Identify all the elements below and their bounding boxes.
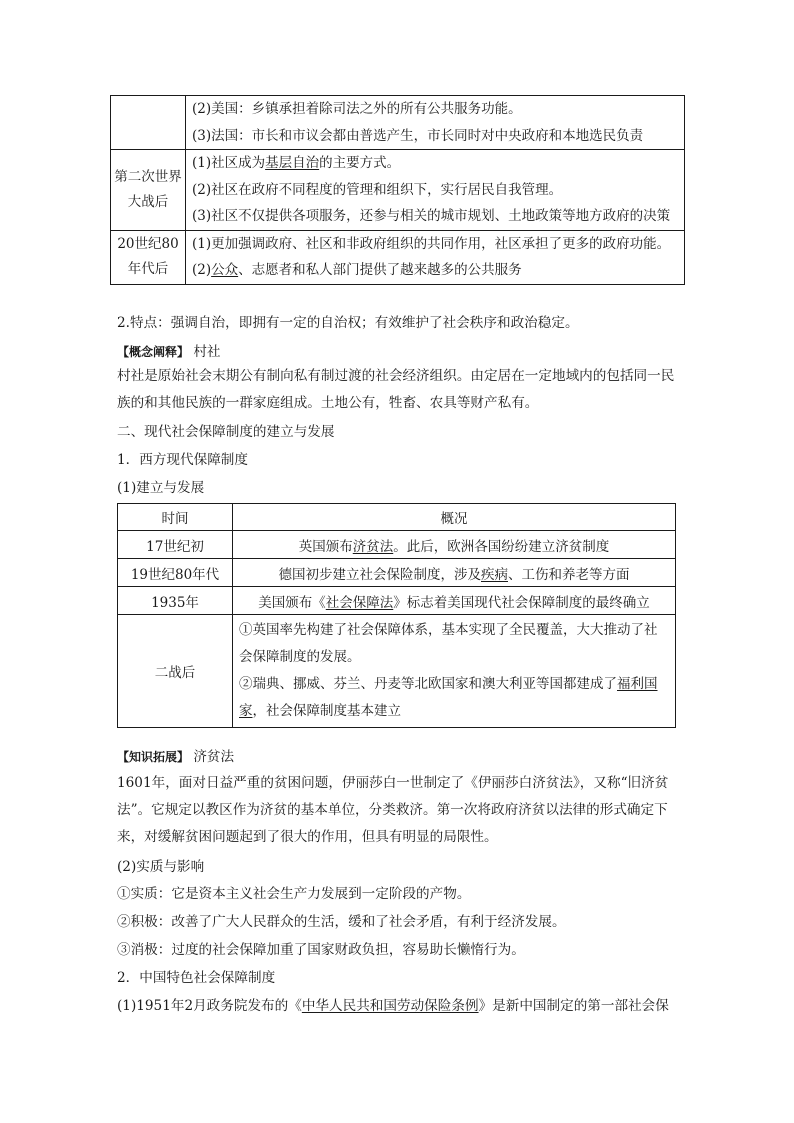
list-item: ②积极：改善了广大人民群众的生活，缓和了社会矛盾，有利于经济发展。 <box>117 914 566 930</box>
concept-tag: 【概念阐释】 <box>117 345 190 359</box>
underlined-term: 公众 <box>211 262 239 278</box>
table-row <box>118 615 676 728</box>
knowledge-tag: 【知识拓展】 <box>117 750 190 764</box>
overview-cell: 德国初步建立社会保险制度，涉及疾病、工伤和养老等方面 <box>233 559 676 587</box>
body-line: (1)1951年2月政务院发布的《中华人民共和国劳动保险条例》是新中国制定的第一部社会保 <box>117 998 669 1014</box>
content-line: (1)社区成为基层自治的主要方式。 <box>192 155 401 171</box>
column-header: 概况 <box>233 504 676 531</box>
underlined-term: 社会保障法 <box>325 594 394 611</box>
underlined-term: 基层自治 <box>265 155 320 171</box>
time-cell: 17世纪初 <box>118 531 233 559</box>
table-row <box>111 230 685 284</box>
content-line: (3)法国：市长和市议会都由普选产生，市长同时对中央政府和本地选民负责 <box>192 127 644 144</box>
underlined-term: 济贫法 <box>352 538 394 555</box>
community-history-table <box>110 95 685 285</box>
concept-heading <box>117 341 682 363</box>
table-row <box>118 531 676 559</box>
subsection-heading: 1．西方现代保障制度 <box>117 452 248 468</box>
social-security-table <box>117 503 676 728</box>
content-line: (1)更加强调政府、社区和非政府组织的共同作用，社区承担了更多的政府功能。 <box>192 235 671 252</box>
knowledge-title: 济贫法 <box>193 749 235 765</box>
overview-point: ②瑞典、挪威、芬兰、丹麦等北欧国家和澳大利亚等国都建成了福利国家，社会保障制度基本建立 <box>239 676 658 719</box>
subsection-heading: (2)实质与影响 <box>117 859 205 875</box>
time-cell: 1935年 <box>118 587 233 615</box>
overview-cell <box>233 615 676 728</box>
overview-point: ①英国率先构建了社会保障体系，基本实现了全民覆盖，大大推动了社会保障制度的发展。 <box>239 622 658 665</box>
column-header: 时间 <box>118 504 233 531</box>
table-header-row <box>118 504 676 531</box>
content-cell <box>186 150 685 231</box>
content-line: (2)美国：乡镇承担着除司法之外的所有公共服务功能。 <box>192 101 522 117</box>
feature-text: 2.特点：强调自治，即拥有一定的自治权；有效维护了社会秩序和政治稳定。 <box>117 315 579 331</box>
underlined-term: 疾病 <box>481 566 508 583</box>
content-cell <box>186 230 685 284</box>
list-item: ③消极：过度的社会保障加重了国家财政负担，容易助长懒惰行为。 <box>117 942 525 958</box>
knowledge-body: 1601年，面对日益严重的贫困问题，伊丽莎白一世制定了《伊丽莎白济贫法》，又称“旧济贫法”。它规定以教区作为济贫的基本单位，分类救济。第一次将政府济贫以法律的形式确定下来，对缓解贫困问题起到了很大的作用，但具有明显的局限性。 <box>117 775 669 845</box>
knowledge-heading <box>117 746 682 768</box>
list-item: ①实质：它是资本主义社会生产力发展到一定阶段的产物。 <box>117 886 471 902</box>
underlined-term: 福利国家 <box>239 676 658 719</box>
table-row <box>118 559 676 587</box>
time-cell: 二战后 <box>118 615 233 728</box>
concept-title: 村社 <box>193 344 221 360</box>
underlined-term: 中华人民共和国劳动保险条例 <box>301 998 479 1014</box>
table-row <box>111 96 685 150</box>
section-heading: 二、现代社会保障制度的建立与发展 <box>117 424 335 440</box>
subsection-heading: (1)建立与发展 <box>117 480 205 496</box>
period-cell: 20世纪80年代后 <box>111 230 186 284</box>
overview-cell: 美国颁布《社会保障法》标志着美国现代社会保障制度的最终确立 <box>233 587 676 615</box>
subsection-heading: 2．中国特色社会保障制度 <box>117 970 276 986</box>
table-row <box>111 150 685 231</box>
content-line: (2)社区在政府不同程度的管理和组织下，实行居民自我管理。 <box>192 181 563 198</box>
period-cell: 第二次世界大战后 <box>111 150 186 231</box>
overview-cell: 英国颁布济贫法。此后，欧洲各国纷纷建立济贫制度 <box>233 531 676 559</box>
content-line: (2)公众、志愿者和私人部门提供了越来越多的公共服务 <box>192 262 522 278</box>
time-cell: 19世纪80年代 <box>118 559 233 587</box>
concept-body: 村社是原始社会末期公有制向私有制过渡的社会经济组织。由定居在一定地域内的包括同一民族的和其他民族的一群家庭组成。土地公有，牲畜、农具等财产私有。 <box>117 368 675 411</box>
period-cell <box>111 96 186 150</box>
content-line: (3)社区不仅提供各项服务，还参与相关的城市规划、土地政策等地方政府的决策 <box>192 208 671 224</box>
table-row <box>118 587 676 615</box>
content-cell <box>186 96 685 150</box>
